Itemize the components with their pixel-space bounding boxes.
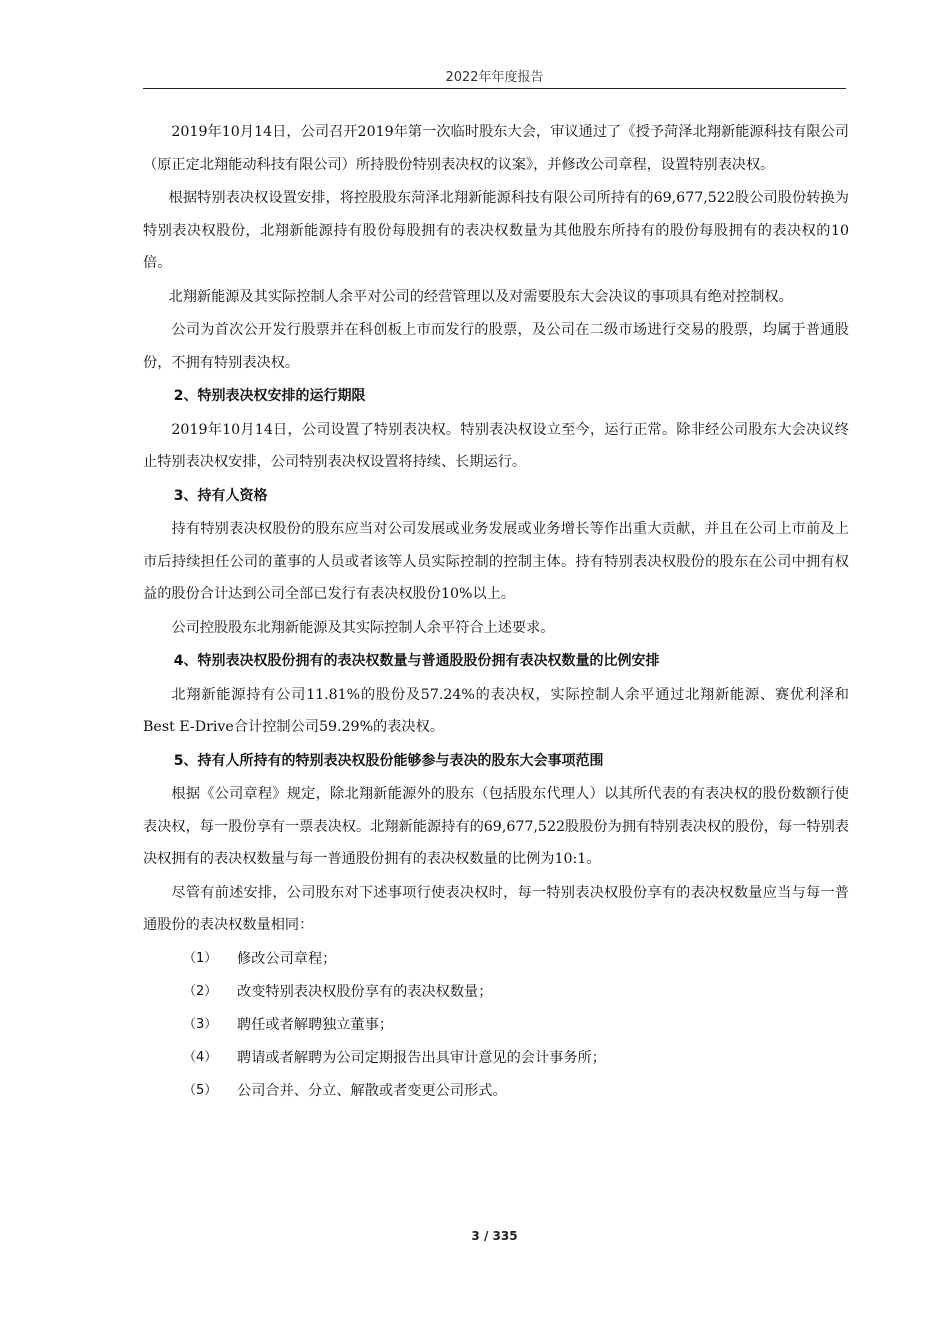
list-item-number: （5） (183, 1082, 218, 1098)
list-item-text: 改变特别表决权股份享有的表决权数量； (237, 983, 493, 1000)
report-header-title: 2022年年度报告 (445, 70, 544, 85)
list-item-number: （4） (183, 1049, 218, 1065)
exception-list (143, 943, 849, 1108)
paragraph-meeting-approval: 2019年10月14日，公司召开2019年第一次临时股东大会，审议通过了《授予菏泽北翔新能源科技有限公司（原正定北翔能动科技有限公司）所持股份特别表决权的议案》，并修改公司章程，设置特别表决权。 (143, 124, 849, 173)
header-divider (143, 88, 846, 89)
paragraph-duration: 2019年10月14日，公司设置了特别表决权。特别表决权设立至今，运行正常。除非经公司股东大会决议终止特别表决权安排，公司特别表决权设置将持续、长期运行。 (143, 421, 849, 470)
page-number: 3 / 335 (471, 1229, 518, 1243)
list-item-text: 聘请或者解聘为公司定期报告出具审计意见的会计事务所； (237, 1049, 606, 1066)
paragraph-voting-ratio: 北翔新能源持有公司11.81%的股份及57.24%的表决权，实际控制人余平通过北翔新能源、赛优利泽和Best E-Drive合计控制公司59.29%的表决权。 (143, 686, 849, 735)
list-item-number: （1） (183, 950, 218, 966)
paragraph-ordinary-shares: 公司为首次公开发行股票并在科创板上市而发行的股票，及公司在二级市场进行交易的股票，均属于普通股份，不拥有特别表决权。 (143, 322, 849, 371)
list-item (143, 1009, 849, 1042)
paragraph-articles-provision: 根据《公司章程》规定，除北翔新能源外的股东（包括股东代理人）以其所代表的有表决权的股份数额行使表决权，每一股份享有一票表决权。北翔新能源持有的69,677,522股股份为拥有特别表决权的股份，每一特别表决权拥有的表决权数量与每一普通股份拥有的表决权数量的比例为10:1。 (143, 786, 849, 867)
list-item-number: （3） (183, 1016, 218, 1032)
section-heading-voting-ratio: 4、特别表决权股份拥有的表决权数量与普通股股份拥有表决权数量的比例安排 (173, 653, 660, 669)
list-item (143, 1075, 849, 1108)
paragraph-exceptions-intro: 尽管有前述安排，公司股东对下述事项行使表决权时，每一特别表决权股份享有的表决权数量应当与每一普通股份的表决权数量相同： (143, 884, 849, 933)
list-item-text: 修改公司章程； (237, 950, 337, 967)
paragraph-share-conversion: 根据特别表决权设置安排，将控股股东菏泽北翔新能源科技有限公司所持有的69,677,522股公司股份转换为特别表决权股份，北翔新能源持有股份每股拥有的表决权数量为其他股东所持有的股份每股拥有的表决权的10倍。 (143, 190, 849, 271)
section-heading-duration: 2、特别表决权安排的运行期限 (173, 388, 366, 404)
list-item (143, 1042, 849, 1075)
list-item (143, 976, 849, 1009)
list-item (143, 943, 849, 976)
document-body (143, 116, 849, 1108)
list-item-text: 聘任或者解聘独立董事； (237, 1016, 394, 1033)
list-item-number: （2） (183, 983, 218, 999)
section-heading-holder-qualification: 3、持有人资格 (173, 487, 268, 504)
paragraph-holder-qualification: 持有特别表决权股份的股东应当对公司发展或业务发展或业务增长等作出重大贡献，并且在公司上市前及上市后持续担任公司的董事的人员或者该等人员实际控制的控制主体。持有特别表决权股份的股东在公司中拥有权益的股份合计达到公司全部已发行有表决权股份10%以上。 (143, 521, 849, 602)
paragraph-requirement-met: 公司控股股东北翔新能源及其实际控制人余平符合上述要求。 (171, 619, 555, 636)
list-item-text: 公司合并、分立、解散或者变更公司形式。 (237, 1082, 507, 1099)
section-heading-voting-scope: 5、持有人所持有的特别表决权股份能够参与表决的股东大会事项范围 (173, 752, 604, 769)
paragraph-absolute-control: 北翔新能源及其实际控制人余平对公司的经营管理以及对需要股东大会决议的事项具有绝对控制权。 (168, 288, 793, 305)
